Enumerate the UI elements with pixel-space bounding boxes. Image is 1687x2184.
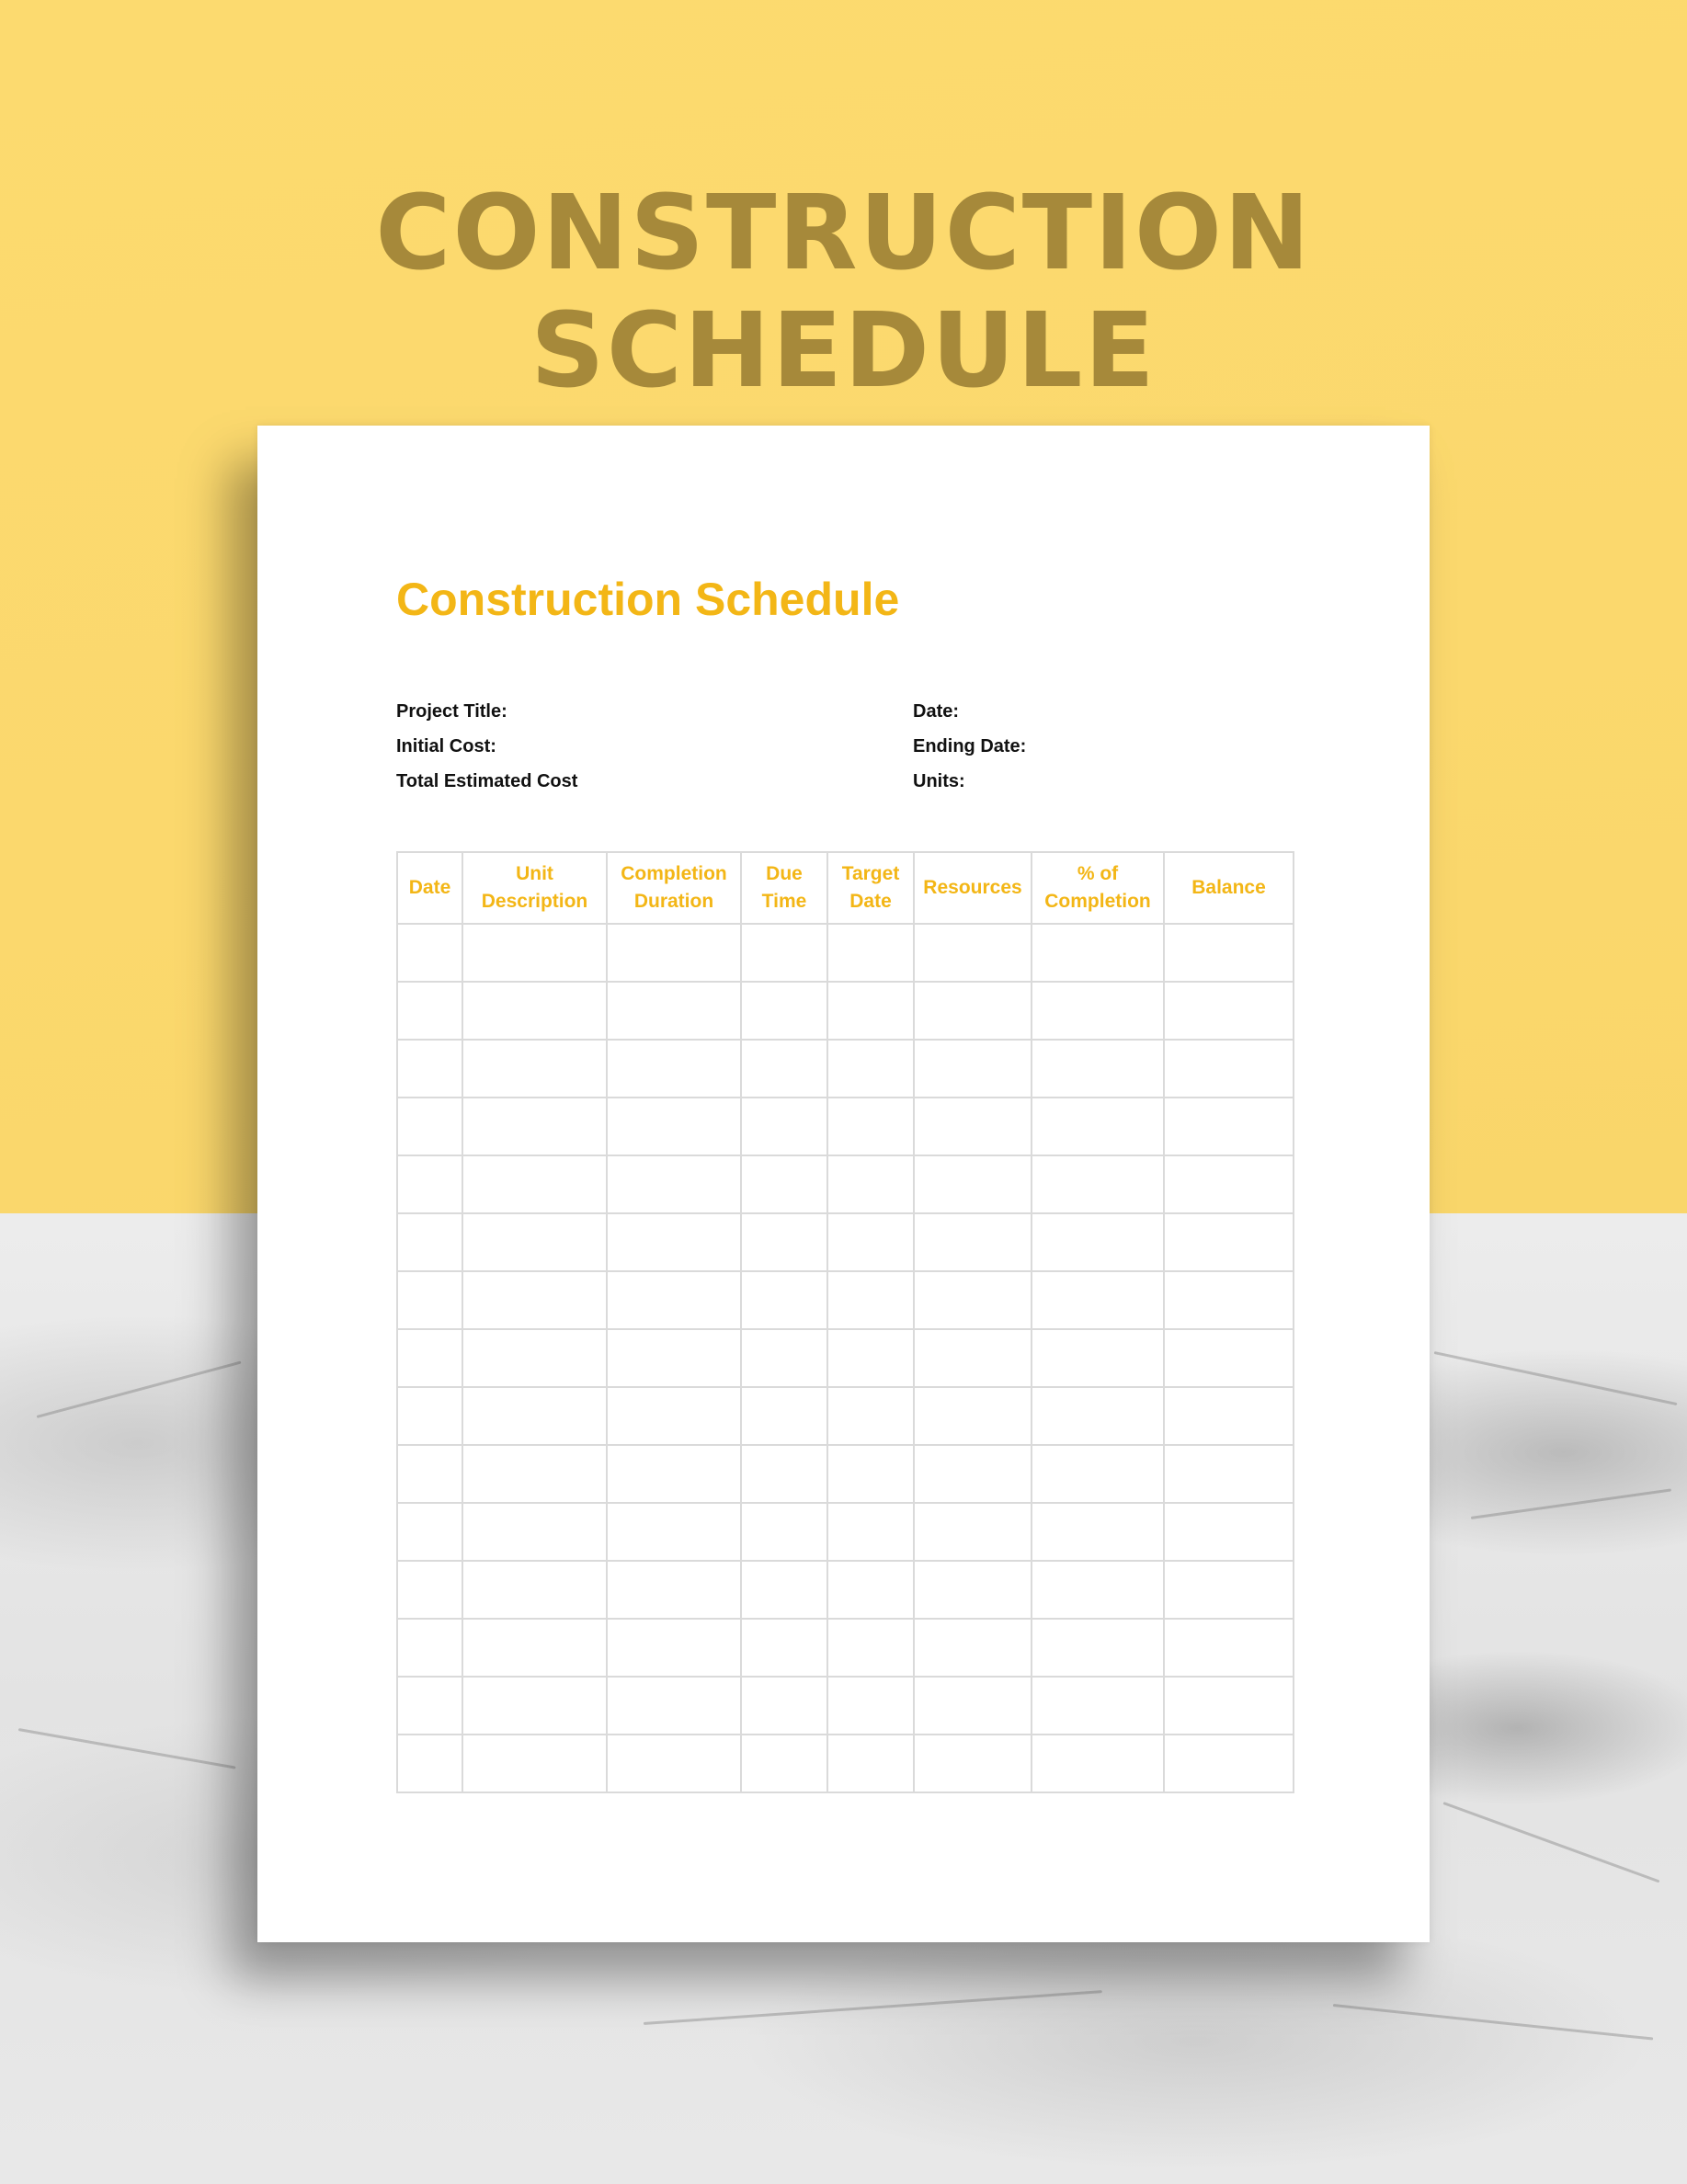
table-cell	[741, 1677, 827, 1735]
table-cell	[827, 1387, 914, 1445]
table-row	[397, 1619, 1294, 1677]
schedule-document	[257, 426, 1430, 1942]
table-cell	[914, 1155, 1032, 1213]
field-project-title: Project Title:	[396, 701, 507, 722]
table-cell	[1164, 1677, 1294, 1735]
field-initial-cost: Initial Cost:	[396, 736, 496, 756]
table-cell	[914, 1735, 1032, 1792]
table-cell	[827, 982, 914, 1040]
table-cell	[397, 1040, 462, 1098]
table-cell	[1032, 1735, 1164, 1792]
table-cell	[607, 1677, 741, 1735]
table-cell	[741, 1619, 827, 1677]
table-row	[397, 1098, 1294, 1155]
table-cell	[607, 1387, 741, 1445]
table-cell	[741, 924, 827, 982]
table-header-row	[397, 852, 1294, 924]
table-row	[397, 1040, 1294, 1098]
table-cell	[1032, 1445, 1164, 1503]
header-balance: Balance	[1164, 852, 1294, 924]
table-cell	[607, 1271, 741, 1329]
table-cell	[397, 1735, 462, 1792]
table-cell	[607, 1155, 741, 1213]
table-row	[397, 924, 1294, 982]
table-cell	[462, 1387, 607, 1445]
table-cell	[607, 1561, 741, 1619]
table-cell	[914, 1271, 1032, 1329]
table-cell	[827, 924, 914, 982]
header-unit-description: Unit Description	[462, 852, 607, 924]
table-cell	[607, 1040, 741, 1098]
table-cell	[462, 1561, 607, 1619]
table-cell	[914, 1445, 1032, 1503]
table-cell	[741, 1155, 827, 1213]
table-cell	[914, 1040, 1032, 1098]
table-cell	[607, 1213, 741, 1271]
table-cell	[1164, 1735, 1294, 1792]
table-cell	[397, 982, 462, 1040]
table-cell	[827, 1271, 914, 1329]
table-row	[397, 1387, 1294, 1445]
document-title: Construction Schedule	[396, 574, 900, 625]
table-cell	[1032, 1387, 1164, 1445]
table-cell	[914, 1387, 1032, 1445]
table-cell	[827, 1677, 914, 1735]
table-cell	[741, 1213, 827, 1271]
table-cell	[397, 1619, 462, 1677]
table-cell	[741, 982, 827, 1040]
table-cell	[1164, 982, 1294, 1040]
table-cell	[827, 1040, 914, 1098]
table-cell	[1032, 1329, 1164, 1387]
table-cell	[462, 1155, 607, 1213]
table-row	[397, 1445, 1294, 1503]
table-cell	[397, 1503, 462, 1561]
table-row	[397, 1155, 1294, 1213]
table-cell	[607, 1098, 741, 1155]
fields-right	[913, 694, 1026, 799]
table-cell	[1032, 1561, 1164, 1619]
table-cell	[827, 1619, 914, 1677]
table-cell	[397, 1098, 462, 1155]
table-cell	[741, 1735, 827, 1792]
table-cell	[741, 1329, 827, 1387]
table-cell	[914, 924, 1032, 982]
table-cell	[1164, 1155, 1294, 1213]
table-cell	[1164, 1503, 1294, 1561]
table-cell	[397, 1561, 462, 1619]
field-date: Date:	[913, 701, 960, 722]
field-total-estimated-cost: Total Estimated Cost	[396, 771, 578, 791]
field-units: Units:	[913, 771, 965, 791]
table-cell	[607, 1735, 741, 1792]
table-cell	[741, 1503, 827, 1561]
table-cell	[397, 1155, 462, 1213]
table-body	[397, 924, 1294, 1792]
table-row	[397, 1677, 1294, 1735]
table-row	[397, 982, 1294, 1040]
table-cell	[914, 1213, 1032, 1271]
table-cell	[462, 1735, 607, 1792]
table-cell	[462, 1445, 607, 1503]
table-cell	[462, 1329, 607, 1387]
schedule-table	[396, 851, 1294, 1793]
header-percent-completion: % of Completion	[1032, 852, 1164, 924]
table-cell	[1164, 1213, 1294, 1271]
table-cell	[607, 1619, 741, 1677]
table-cell	[607, 924, 741, 982]
table-cell	[1164, 924, 1294, 982]
table-cell	[462, 1098, 607, 1155]
table-cell	[1164, 1445, 1294, 1503]
table-cell	[741, 1445, 827, 1503]
table-cell	[1032, 1503, 1164, 1561]
table-cell	[827, 1561, 914, 1619]
table-cell	[1032, 1619, 1164, 1677]
table-cell	[397, 1387, 462, 1445]
table-cell	[827, 1445, 914, 1503]
table-cell	[1164, 1619, 1294, 1677]
header-due-time: Due Time	[741, 852, 827, 924]
hero-title-line1: CONSTRUCTION	[375, 174, 1312, 293]
table-cell	[607, 1445, 741, 1503]
table-cell	[827, 1155, 914, 1213]
table-cell	[1164, 1561, 1294, 1619]
header-resources: Resources	[914, 852, 1032, 924]
table-row	[397, 1503, 1294, 1561]
table-cell	[397, 1329, 462, 1387]
hero-title	[0, 175, 1687, 410]
table-cell	[1032, 982, 1164, 1040]
table-cell	[741, 1387, 827, 1445]
table-cell	[1164, 1098, 1294, 1155]
table-cell	[827, 1098, 914, 1155]
table-cell	[462, 924, 607, 982]
table-cell	[397, 1445, 462, 1503]
table-cell	[1164, 1271, 1294, 1329]
table-cell	[914, 1619, 1032, 1677]
table-cell	[462, 1271, 607, 1329]
table-cell	[397, 1271, 462, 1329]
table-cell	[397, 924, 462, 982]
header-completion-duration: Completion Duration	[607, 852, 741, 924]
table-row	[397, 1329, 1294, 1387]
table-cell	[462, 982, 607, 1040]
table-row	[397, 1561, 1294, 1619]
table-row	[397, 1271, 1294, 1329]
table-cell	[914, 1329, 1032, 1387]
header-target-date: Target Date	[827, 852, 914, 924]
table-cell	[462, 1677, 607, 1735]
table-cell	[607, 982, 741, 1040]
fields-left	[396, 694, 577, 799]
table-row	[397, 1735, 1294, 1792]
table-cell	[914, 1561, 1032, 1619]
table-cell	[741, 1098, 827, 1155]
hero-title-line2: SCHEDULE	[530, 291, 1157, 411]
header-date: Date	[397, 852, 462, 924]
table-cell	[827, 1503, 914, 1561]
table-cell	[462, 1619, 607, 1677]
table-cell	[914, 1677, 1032, 1735]
table-cell	[1032, 1155, 1164, 1213]
table-cell	[1032, 924, 1164, 982]
table-cell	[607, 1503, 741, 1561]
table-cell	[607, 1329, 741, 1387]
table-cell	[1032, 1098, 1164, 1155]
table-cell	[827, 1329, 914, 1387]
table-cell	[914, 982, 1032, 1040]
table-cell	[1032, 1040, 1164, 1098]
table-cell	[827, 1735, 914, 1792]
table-cell	[741, 1561, 827, 1619]
table-cell	[1032, 1271, 1164, 1329]
table-cell	[1164, 1329, 1294, 1387]
table-cell	[462, 1213, 607, 1271]
table-cell	[1032, 1677, 1164, 1735]
table-row	[397, 1213, 1294, 1271]
field-ending-date: Ending Date:	[913, 736, 1027, 756]
table-cell	[397, 1213, 462, 1271]
table-cell	[397, 1677, 462, 1735]
table-cell	[1032, 1213, 1164, 1271]
table-cell	[1164, 1040, 1294, 1098]
table-cell	[1164, 1387, 1294, 1445]
table-cell	[741, 1271, 827, 1329]
table-cell	[827, 1213, 914, 1271]
table-cell	[914, 1503, 1032, 1561]
table-cell	[914, 1098, 1032, 1155]
table-cell	[741, 1040, 827, 1098]
table-cell	[462, 1503, 607, 1561]
table-cell	[462, 1040, 607, 1098]
